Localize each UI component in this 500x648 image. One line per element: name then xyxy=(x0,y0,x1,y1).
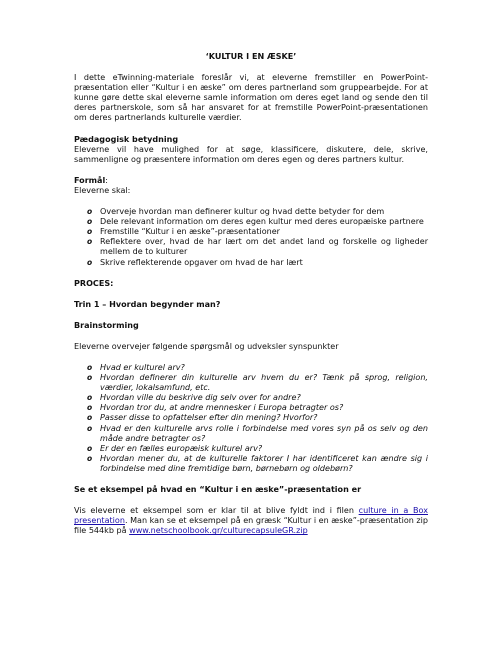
formal-heading-line xyxy=(74,176,428,186)
bullet-icon: o xyxy=(87,207,93,217)
proces-heading: PROCES: xyxy=(74,278,114,288)
list-item: o Hvad er kulturel arv? xyxy=(87,362,185,372)
list-item: o Hvordan mener du, at de kulturelle faktorer I har identificeret kan ændre sig i forbindelse med dine fremtidige børn, børnebørn og oldebørn? xyxy=(87,453,428,473)
bullet-icon: o xyxy=(87,453,93,463)
list-item: o Reflektere over, hvad de har lært om det andet land og forskelle og ligheder mellem de to kulturer xyxy=(87,237,428,257)
brainstorming-intro: Eleverne overvejer følgende spørgsmål og udveksler synspunkter xyxy=(74,341,339,351)
netschoolbook-link[interactable]: www.netschoolbook.gr/culturecapsuleGR.zip xyxy=(129,526,308,536)
bullet-icon: o xyxy=(87,237,93,247)
pedagogy-heading: Pædagogisk betydning xyxy=(74,134,179,144)
list-item: o Hvordan definerer din kulturelle arv hvem du er? Tænk på sprog, religion, værdier, lokalsamfund, etc. xyxy=(87,373,428,393)
list-item: o Er der en fælles europæisk kulturel arv? xyxy=(87,443,263,453)
list-item: o Passer disse to opfattelser efter din mening? Hvorfor? xyxy=(87,413,318,423)
brainstorming-heading: Brainstorming xyxy=(74,320,139,330)
document-page xyxy=(74,52,428,536)
example-paragraph: Vis eleverne et eksempel som er klar til at blive fyldt ind i filen culture in a Box presentation. Man kan se et eksempel på en græsk “Kultur i en æske”-præsentation zip file 544kb på www.netschoolbook.gr/culturecapsuleGR.zip xyxy=(74,506,428,536)
intro-paragraph: I dette eTwinning-materiale foreslår vi, at eleverne fremstiller en PowerPoint-præsentation eller “Kultur i en æske” om deres partnerland som gruppearbejde. For at kunne gøre dette skal eleverne samle information om deres eget land og sende den til deres partnerskole, som så har ansvaret for at fremstille PowerPoint-præsentationen om deres partnerlands kulturelle værdier. xyxy=(74,73,428,123)
bullet-icon: o xyxy=(87,373,93,383)
bullet-icon: o xyxy=(87,362,93,372)
formal-colon: : xyxy=(105,175,108,185)
bullet-icon: o xyxy=(87,423,93,433)
bullet-icon: o xyxy=(87,217,93,227)
list-item: o Fremstille “Kultur i en æske”-præsentationer xyxy=(87,227,280,237)
formal-heading: Formål xyxy=(74,175,106,185)
questions-list xyxy=(74,363,428,474)
list-item: o Overveje hvordan man definerer kultur og hvad dette betyder for dem xyxy=(87,207,385,217)
formal-intro: Eleverne skal: xyxy=(74,185,131,195)
pedagogy-paragraph: Eleverne vil have mulighed for at søge, klassificere, diskutere, dele, skrive, sammenligne og præsentere information om deres egen og deres partners kultur. xyxy=(74,144,428,164)
list-item: o Hvordan tror du, at andre mennesker i Europa betragter os? xyxy=(87,403,344,413)
culture-box-link[interactable]: culture in a Box presentation xyxy=(74,506,428,526)
bullet-icon: o xyxy=(87,393,93,403)
example-heading: Se et eksempel på hvad en “Kultur i en æske”-præsentation er xyxy=(74,485,362,494)
list-item: o Hvad er den kulturelle arvs rolle i forbindelse med vores syn på os selv og den måde andre betragter os? xyxy=(87,423,428,443)
bullet-icon: o xyxy=(87,413,93,423)
bullet-icon: o xyxy=(87,443,93,453)
bullet-icon: o xyxy=(87,227,93,237)
list-item: o Skrive reflekterende opgaver om hvad de har lært xyxy=(87,257,303,267)
goals-list xyxy=(74,207,428,268)
step1-heading: Trin 1 – Hvordan begynder man? xyxy=(74,299,221,309)
list-item: o Hvordan ville du beskrive dig selv over for andre? xyxy=(87,393,301,403)
document-title: ‘KULTUR I EN ÆSKE’ xyxy=(205,52,297,61)
list-item: o Dele relevant information om deres egen kultur med deres europæiske partnere xyxy=(87,217,424,227)
bullet-icon: o xyxy=(87,403,93,413)
bullet-icon: o xyxy=(87,257,93,267)
